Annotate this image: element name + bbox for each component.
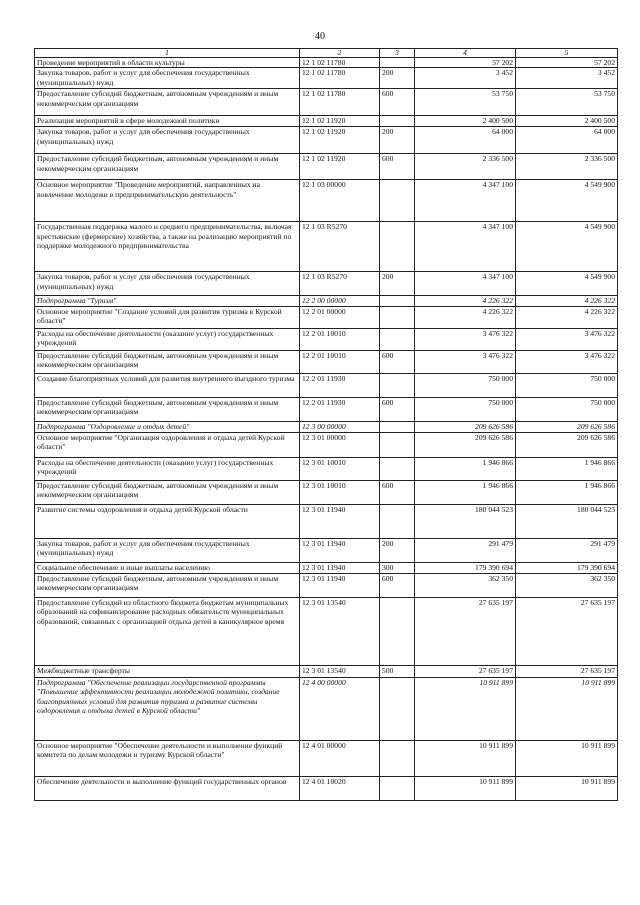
row-code: 12 1 02 11780: [300, 68, 380, 89]
row-amount-2: 4 226 322: [516, 296, 618, 306]
column-header: 2: [300, 49, 380, 58]
row-code: 12 1 03 00000: [300, 180, 380, 222]
column-header: 1: [35, 49, 300, 58]
row-expense-type: [380, 116, 415, 127]
row-expense-type: [380, 328, 415, 350]
row-expense-type: [380, 432, 415, 457]
row-expense-type: 300: [380, 562, 415, 573]
row-name: Предоставление субсидий бюджетным, автономным учреждениям и иным некоммерческим организациям: [35, 480, 300, 504]
row-amount-1: 2 400 500: [415, 116, 516, 127]
row-amount-1: 750 000: [415, 397, 516, 421]
row-name: Основное мероприятие "Создание условий для развития туризма в Курской области": [35, 306, 300, 328]
page-number: 40: [315, 31, 325, 42]
row-amount-2: 4 549 900: [516, 222, 618, 272]
row-name: Государственная поддержка малого и среднего предпринимательства, включая крестьянские (фермерские) хозяйства, а также на реализацию мероприятий по поддержке молодежного предпринимательства: [35, 222, 300, 272]
row-name: Подпрограмма "Оздоровление и отдых детей": [35, 421, 300, 432]
row-code: 12 1 03 R5270: [300, 272, 380, 296]
table-row: [35, 180, 618, 222]
row-amount-1: 64 000: [415, 127, 516, 154]
row-expense-type: 600: [380, 89, 415, 116]
row-amount-1: 209 626 586: [415, 421, 516, 432]
column-header: 4: [415, 49, 516, 58]
row-code: 12 2 01 10010: [300, 350, 380, 373]
row-code: 12 3 01 13540: [300, 665, 380, 677]
row-name: Закупка товаров, работ и услуг для обеспечения государственных (муниципальных) нужд: [35, 538, 300, 562]
row-code: 12 1 02 11920: [300, 116, 380, 127]
row-code: 12 1 02 11780: [300, 89, 380, 116]
row-amount-1: 362 350: [415, 573, 516, 597]
table-row: [35, 677, 618, 740]
row-amount-1: 4 347 100: [415, 222, 516, 272]
row-expense-type: 600: [380, 480, 415, 504]
table-row: [35, 397, 618, 421]
row-name: Расходы на обеспечение деятельности (оказание услуг) государственных учреждений: [35, 328, 300, 350]
row-amount-2: 10 911 899: [516, 677, 618, 740]
row-amount-2: 291 479: [516, 538, 618, 562]
table-row: [35, 58, 618, 68]
row-amount-1: 3 476 322: [415, 350, 516, 373]
row-expense-type: [380, 58, 415, 68]
table-row: [35, 776, 618, 800]
row-expense-type: 600: [380, 350, 415, 373]
row-code: 12 3 01 10010: [300, 480, 380, 504]
row-name: Расходы на обеспечение деятельности (оказание услуг) государственных учреждений: [35, 457, 300, 480]
row-amount-2: 209 626 586: [516, 432, 618, 457]
row-amount-1: 179 390 694: [415, 562, 516, 573]
row-expense-type: 600: [380, 154, 415, 180]
row-expense-type: [380, 776, 415, 800]
row-amount-1: 3 476 322: [415, 328, 516, 350]
row-name: Предоставление субсидий из областного бюджета бюджетам муниципальных образований на софинансирование расходных обязательств муниципальных образований, связанных с организацией отдыха детей в каникулярное время: [35, 597, 300, 665]
row-name: Подпрограмма "Туризм": [35, 296, 300, 306]
row-amount-2: 4 549 900: [516, 272, 618, 296]
row-name: Предоставление субсидий бюджетным, автономным учреждениям и иным некоммерческим организациям: [35, 154, 300, 180]
row-code: 12 2 01 00000: [300, 306, 380, 328]
row-amount-2: 179 390 694: [516, 562, 618, 573]
table-row: [35, 573, 618, 597]
row-expense-type: 200: [380, 127, 415, 154]
row-amount-2: 57 202: [516, 58, 618, 68]
row-amount-2: 27 635 197: [516, 597, 618, 665]
row-code: 12 1 02 11780: [300, 58, 380, 68]
row-amount-2: 750 000: [516, 397, 618, 421]
row-expense-type: [380, 597, 415, 665]
row-expense-type: [380, 677, 415, 740]
row-name: Закупка товаров, работ и услуг для обеспечения государственных (муниципальных) нужд: [35, 272, 300, 296]
table-row: [35, 480, 618, 504]
row-code: 12 4 01 00000: [300, 740, 380, 776]
row-amount-1: 10 911 899: [415, 740, 516, 776]
table-row: [35, 306, 618, 328]
row-code: 12 4 00 00000: [300, 677, 380, 740]
row-name: Предоставление субсидий бюджетным, автономным учреждениям и иным некоммерческим организациям: [35, 573, 300, 597]
row-amount-1: 750 000: [415, 373, 516, 397]
row-name: Реализация мероприятий в сфере молодежной политики: [35, 116, 300, 127]
table-row: [35, 421, 618, 432]
table-row: [35, 68, 618, 89]
row-code: 12 1 02 11920: [300, 154, 380, 180]
row-expense-type: 200: [380, 68, 415, 89]
row-code: 12 3 00 00000: [300, 421, 380, 432]
row-name: Социальное обеспечение и иные выплаты населению: [35, 562, 300, 573]
row-amount-2: 4 549 900: [516, 180, 618, 222]
column-header: 5: [516, 49, 618, 58]
row-amount-1: 4 226 322: [415, 296, 516, 306]
row-code: 12 1 02 11920: [300, 127, 380, 154]
row-amount-2: 3 476 322: [516, 328, 618, 350]
row-amount-1: 4 347 100: [415, 180, 516, 222]
row-amount-1: 57 202: [415, 58, 516, 68]
row-name: Предоставление субсидий бюджетным, автономным учреждениям и иным некоммерческим организациям: [35, 350, 300, 373]
row-amount-1: 1 946 866: [415, 457, 516, 480]
row-code: 12 3 01 11940: [300, 504, 380, 538]
row-code: 12 3 01 11940: [300, 538, 380, 562]
row-amount-1: 3 452: [415, 68, 516, 89]
row-code: 12 2 01 11930: [300, 373, 380, 397]
column-header: 3: [380, 49, 415, 58]
row-expense-type: [380, 296, 415, 306]
row-amount-2: 2 400 500: [516, 116, 618, 127]
row-amount-1: 1 946 866: [415, 480, 516, 504]
row-name: Создание благоприятных условий для развития внутреннего въездного туризма: [35, 373, 300, 397]
row-amount-2: 180 044 523: [516, 504, 618, 538]
table-row: [35, 154, 618, 180]
row-amount-2: 4 226 322: [516, 306, 618, 328]
row-expense-type: [380, 457, 415, 480]
row-amount-2: 1 946 866: [516, 480, 618, 504]
table-row: [35, 504, 618, 538]
row-code: 12 3 01 10010: [300, 457, 380, 480]
row-amount-2: 27 635 197: [516, 665, 618, 677]
row-code: 12 2 01 11930: [300, 397, 380, 421]
table-row: [35, 350, 618, 373]
row-amount-1: 27 635 197: [415, 665, 516, 677]
row-name: Межбюджетные трансферты: [35, 665, 300, 677]
table-row: [35, 740, 618, 776]
table-row: [35, 272, 618, 296]
row-code: 12 4 01 10020: [300, 776, 380, 800]
row-code: 12 3 01 13540: [300, 597, 380, 665]
row-amount-2: 10 911 899: [516, 776, 618, 800]
row-name: Основное мероприятие "Обеспечение деятельности и выполнение функций комитета по делам молодежи и туризму Курской области": [35, 740, 300, 776]
row-code: 12 3 01 11940: [300, 562, 380, 573]
row-amount-2: 53 750: [516, 89, 618, 116]
row-name: Предоставление субсидий бюджетным, автономным учреждениям и иным некоммерческим организациям: [35, 89, 300, 116]
row-name: Основное мероприятие "Организация оздоровления и отдыха детей Курской области": [35, 432, 300, 457]
table-row: [35, 116, 618, 127]
row-amount-1: 10 911 899: [415, 677, 516, 740]
table-row: [35, 328, 618, 350]
row-expense-type: [380, 180, 415, 222]
table-row: [35, 89, 618, 116]
table-header-row: [35, 49, 618, 58]
row-name: Развитие системы оздоровления и отдыха детей Курской области: [35, 504, 300, 538]
row-amount-2: 362 350: [516, 573, 618, 597]
row-expense-type: 200: [380, 272, 415, 296]
table-row: [35, 127, 618, 154]
budget-table: [34, 48, 618, 801]
row-code: 12 3 01 11940: [300, 573, 380, 597]
row-expense-type: [380, 740, 415, 776]
row-amount-1: 4 226 322: [415, 306, 516, 328]
row-name: Проведение мероприятий в области культуры: [35, 58, 300, 68]
row-amount-2: 10 911 899: [516, 740, 618, 776]
row-amount-1: 2 336 500: [415, 154, 516, 180]
table-row: [35, 457, 618, 480]
row-expense-type: [380, 222, 415, 272]
row-name: Основное мероприятие "Проведение мероприятий, направленных на вовлечение молодежи в предпринимательскую деятельность": [35, 180, 300, 222]
table-row: [35, 538, 618, 562]
row-name: Закупка товаров, работ и услуг для обеспечения государственных (муниципальных) нужд: [35, 127, 300, 154]
row-name: Закупка товаров, работ и услуг для обеспечения государственных (муниципальных) нужд: [35, 68, 300, 89]
row-expense-type: 600: [380, 397, 415, 421]
row-expense-type: [380, 373, 415, 397]
row-amount-2: 1 946 866: [516, 457, 618, 480]
row-name: Обеспечение деятельности и выполнение функций государственных органов: [35, 776, 300, 800]
row-amount-2: 209 626 586: [516, 421, 618, 432]
table-row: [35, 222, 618, 272]
row-amount-2: 750 000: [516, 373, 618, 397]
row-amount-1: 180 044 523: [415, 504, 516, 538]
row-amount-2: 3 452: [516, 68, 618, 89]
row-code: 12 2 00 00000: [300, 296, 380, 306]
row-amount-1: 10 911 899: [415, 776, 516, 800]
row-code: 12 2 01 10010: [300, 328, 380, 350]
row-expense-type: [380, 504, 415, 538]
table-row: [35, 296, 618, 306]
table-row: [35, 432, 618, 457]
row-name: Подпрограмма "Обеспечение реализации государственной программы "Повышение эффективности реализации молодежной политики, создание благоприятных условий для развития туризма и развитие системы оздоровления и отдыха детей в Курской области": [35, 677, 300, 740]
row-expense-type: 600: [380, 573, 415, 597]
row-expense-type: 200: [380, 538, 415, 562]
row-amount-1: 291 479: [415, 538, 516, 562]
row-expense-type: [380, 421, 415, 432]
row-amount-1: 53 750: [415, 89, 516, 116]
row-expense-type: 500: [380, 665, 415, 677]
row-amount-2: 64 000: [516, 127, 618, 154]
row-amount-2: 3 476 322: [516, 350, 618, 373]
row-amount-2: 2 336 500: [516, 154, 618, 180]
row-amount-1: 27 635 197: [415, 597, 516, 665]
table-row: [35, 373, 618, 397]
table-row: [35, 665, 618, 677]
row-expense-type: [380, 306, 415, 328]
row-code: 12 3 01 00000: [300, 432, 380, 457]
row-amount-1: 4 347 100: [415, 272, 516, 296]
row-amount-1: 209 626 586: [415, 432, 516, 457]
row-name: Предоставление субсидий бюджетным, автономным учреждениям и иным некоммерческим организациям: [35, 397, 300, 421]
row-code: 12 1 03 R5270: [300, 222, 380, 272]
table-row: [35, 597, 618, 665]
table-row: [35, 562, 618, 573]
